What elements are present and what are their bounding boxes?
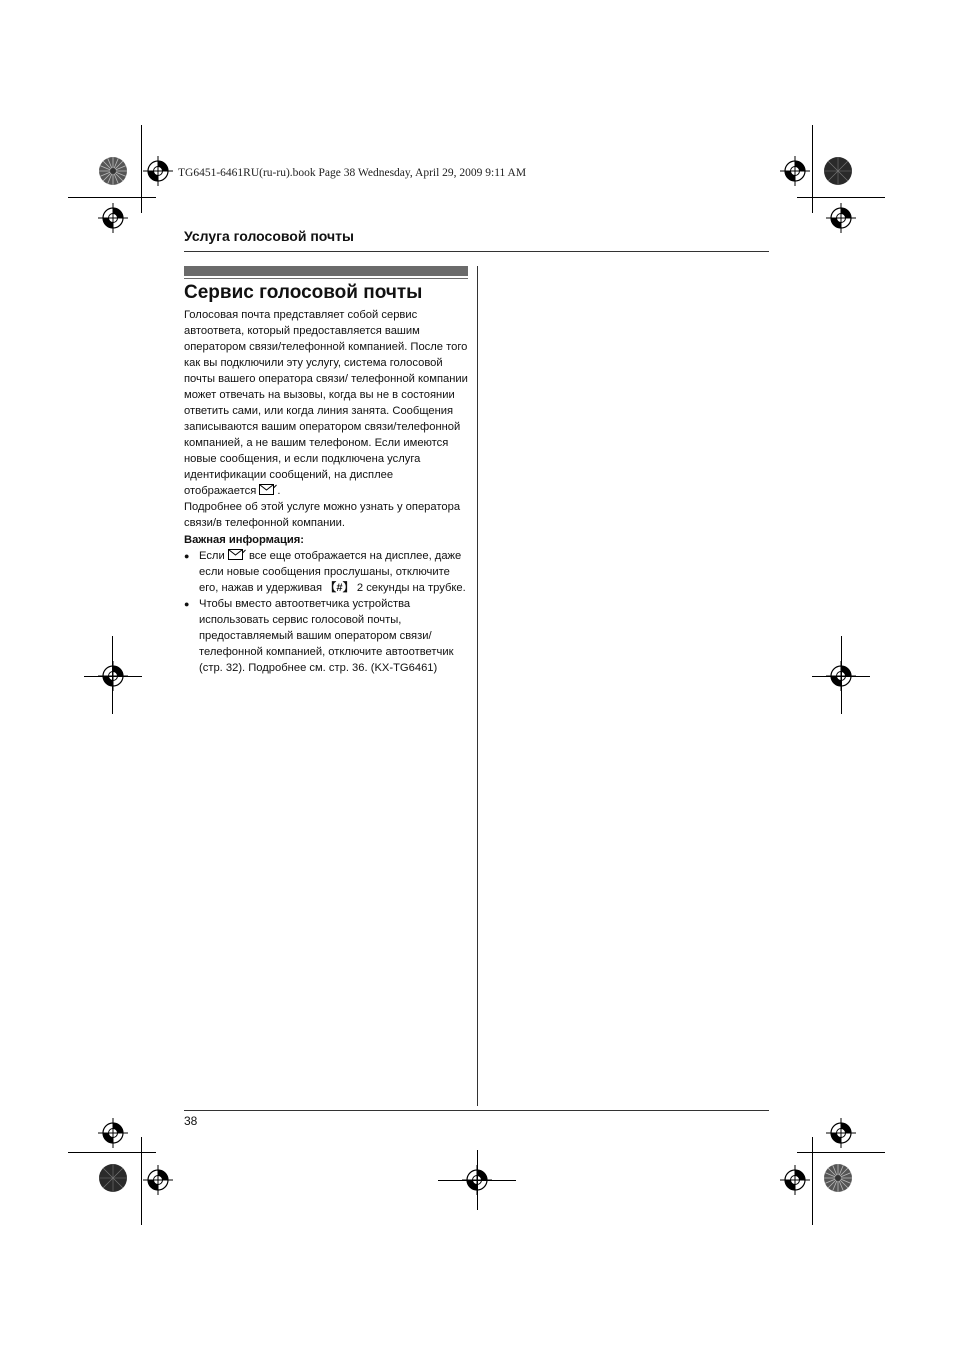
registration-mark-icon [826, 203, 856, 233]
page-heading: Сервис голосовой почты [184, 282, 423, 303]
registration-mark-icon [143, 1165, 173, 1195]
registration-mark-icon [98, 203, 128, 233]
footer-rule [184, 1110, 769, 1111]
list-item [184, 596, 468, 676]
trim-line [797, 197, 885, 198]
bullet-text: Если [199, 550, 225, 562]
registration-line [438, 1180, 516, 1181]
registration-line [812, 676, 870, 677]
hash-key: 【#】 [325, 582, 354, 594]
envelope-message-icon [259, 484, 277, 495]
header-rule [184, 251, 769, 252]
color-target-icon [98, 1163, 128, 1193]
section-title: Услуга голосовой почты [184, 228, 354, 244]
intro-text: Голосовая почта представляет собой сервис автоответа, который предоставляется вашим оператором связи/телефонной компанией. После того как вы подключили эту услугу, система голосовой почты вашего оператора связи/ телефонной компании может отвечать на вызовы, когда вы не в состоянии ответить сами, или когда линия занята. Сообщения записываются вашим оператором связи/телефонной компанией, а не вашим телефоном. Если имеются новые сообщения, и если подключена услуга идентификации сообщений, на дисплее отображается [184, 309, 468, 497]
important-label: Важная информация: [184, 534, 305, 546]
heading-rule [184, 278, 468, 279]
registration-mark-icon [780, 156, 810, 186]
trim-line [141, 125, 142, 213]
bullet-text: Чтобы вместо автоответчика устройства использовать сервис голосовой почты, предоставляемый вашим оператором связи/телефонной компанией, отключите автоответчик (стр. 32). Подробнее см. стр. 36. (KX-TG6461) [199, 598, 454, 674]
color-target-icon [98, 156, 128, 186]
trim-line [812, 125, 813, 213]
trim-line [68, 1152, 156, 1153]
column-divider [477, 266, 478, 1106]
intro-paragraph [184, 307, 468, 499]
registration-mark-icon [98, 1118, 128, 1148]
registration-line [112, 636, 113, 714]
bullet-icon: ● [184, 599, 190, 609]
body-column [184, 307, 468, 676]
trim-line [812, 1137, 813, 1225]
trim-line [68, 197, 156, 198]
registration-mark-icon [143, 156, 173, 186]
registration-line [841, 636, 842, 714]
registration-mark-icon [780, 1165, 810, 1195]
intro-end: . [277, 485, 281, 497]
bullet-icon: ● [184, 551, 190, 561]
trim-line [797, 1152, 885, 1153]
heading-bar [184, 266, 468, 276]
page-number: 38 [184, 1114, 198, 1128]
bullet-text: 2 секунды на трубке. [356, 582, 466, 594]
more-info-paragraph: Подробнее об этой услуге можно узнать у оператора связи/в телефонной компании. [184, 501, 461, 529]
registration-mark-icon [826, 1118, 856, 1148]
slug-line: TG6451-6461RU(ru-ru).book Page 38 Wednesday, April 29, 2009 9:11 AM [178, 167, 527, 179]
envelope-message-icon [228, 549, 246, 560]
trim-line [141, 1137, 142, 1225]
registration-line [84, 676, 142, 677]
color-target-icon [823, 1163, 853, 1193]
list-item [184, 548, 468, 596]
bullet-text: все еще отображается на дисплее, даже если новые сообщения прослушаны, отключите его, нажав и удерживая [199, 550, 462, 594]
color-target-icon [823, 156, 853, 186]
